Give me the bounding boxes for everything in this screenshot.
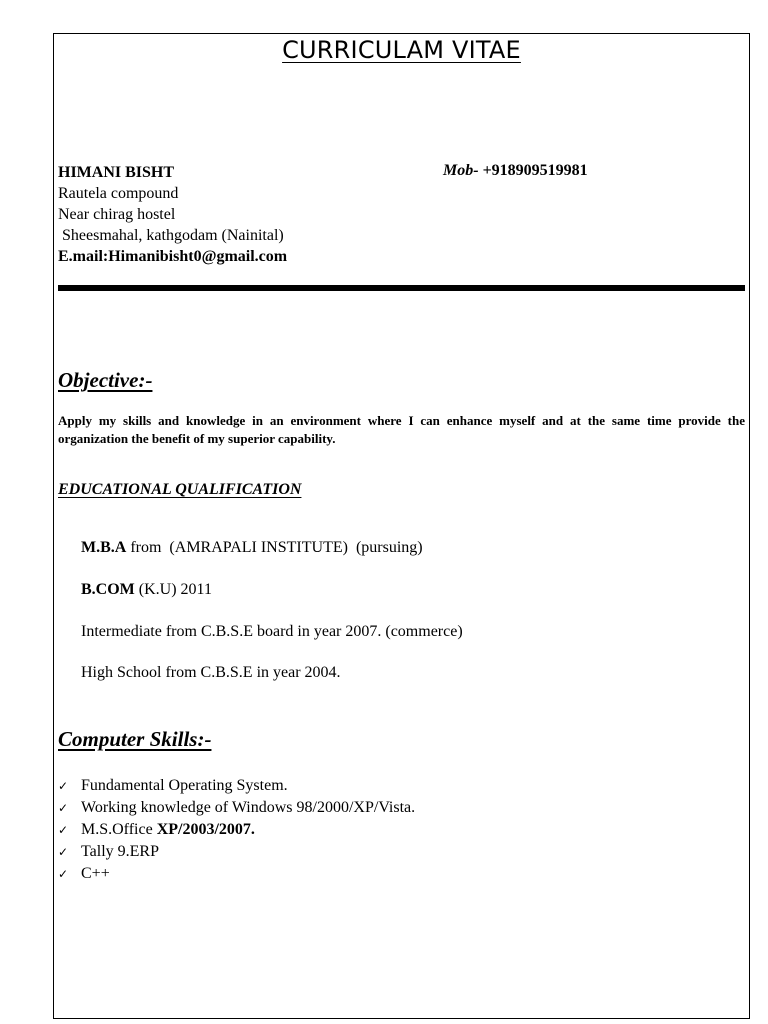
skill-text: Tally 9.ERP (81, 843, 159, 860)
list-item (58, 863, 415, 885)
address-line-2: Near chirag hostel (58, 206, 176, 223)
checkmark-icon: ✓ (58, 867, 69, 881)
list-item (58, 841, 415, 863)
education-heading: EDUCATIONAL QUALIFICATION (58, 481, 302, 498)
list-item (58, 819, 415, 841)
education-detail: High School from C.B.S.E in year 2004. (81, 664, 341, 681)
list-item (58, 797, 415, 819)
email-line: E.mail:Himanibisht0@gmail.com (58, 248, 288, 265)
objective-heading: Objective:- (58, 368, 153, 392)
address-line-1: Rautela compound (58, 185, 179, 202)
skill-text: C++ (81, 865, 110, 882)
mobile-label: Mob- (443, 162, 479, 179)
education-detail: Intermediate from C.B.S.E board in year 2007. (commerce) (81, 623, 463, 640)
checkmark-icon: ✓ (58, 801, 69, 815)
skill-text: M.S.Office (81, 821, 157, 838)
checkmark-icon: ✓ (58, 823, 69, 837)
skill-text: Fundamental Operating System. (81, 777, 288, 794)
applicant-name: HIMANI BISHT (58, 164, 175, 181)
education-item (81, 623, 463, 641)
mobile-number: +918909519981 (478, 162, 588, 179)
education-detail: from (AMRAPALI INSTITUTE) (pursuing) (126, 539, 423, 556)
header-divider (58, 285, 745, 291)
document-title: CURRICULAM VITAE (282, 36, 521, 64)
computer-skills-list (58, 775, 415, 885)
list-item (58, 775, 415, 797)
objective-text: Apply my skills and knowledge in an environment where I can enhance myself and at the same time provide the organization the benefit of my superior capability. (58, 413, 745, 446)
checkmark-icon: ✓ (58, 779, 69, 793)
education-item (81, 581, 212, 599)
education-item (81, 664, 341, 682)
education-detail: (K.U) 2011 (134, 581, 212, 598)
computer-skills-heading: Computer Skills:- (58, 727, 212, 751)
skill-text: Working knowledge of Windows 98/2000/XP/Vista. (81, 799, 416, 816)
contact-block (58, 162, 287, 267)
skill-text-bold: XP/2003/2007. (156, 821, 255, 838)
education-degree: M.B.A (81, 539, 127, 556)
education-item (81, 539, 423, 557)
checkmark-icon: ✓ (58, 845, 69, 859)
mobile-line (443, 162, 588, 180)
education-degree: B.COM (81, 581, 135, 598)
address-line-3: Sheesmahal, kathgodam (Nainital) (58, 227, 284, 244)
